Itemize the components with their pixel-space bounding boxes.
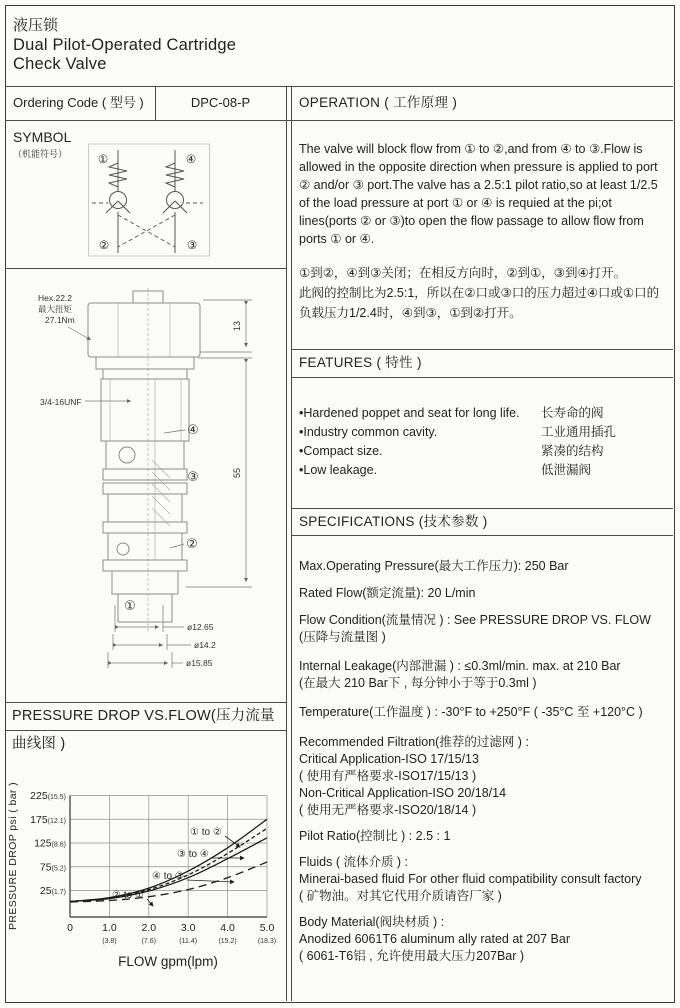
chart-tick-labels	[30, 790, 276, 945]
drawing-thread-body	[101, 379, 189, 441]
spec-internal-leakage	[299, 658, 673, 692]
feature-item	[299, 461, 671, 480]
feature-text-zh: 工业通用插孔	[541, 425, 617, 439]
spec-line: Rated Flow(额定流量): 20 L/min	[299, 586, 476, 600]
svg-text:4.0: 4.0	[220, 922, 235, 934]
dim-dia1-value: ø12.65	[187, 622, 214, 632]
specifications-list	[299, 558, 673, 965]
specifications-section-header: SPECIFICATIONS (技术参数 )	[299, 514, 488, 529]
spec-line: Internal Leakage(内部泄漏 ) : ≤0.3ml/min. max. at 210 Bar	[299, 659, 621, 673]
spec-line: Max.Operating Pressure(最大工作压力): 250 Bar	[299, 559, 569, 573]
svg-text:③ to ④: ③ to ④	[177, 849, 209, 860]
svg-text:3.0: 3.0	[180, 922, 196, 934]
divider-column-inner	[291, 86, 292, 1001]
svg-text:(3.8): (3.8)	[102, 938, 117, 945]
spec-line: Anodized 6061T6 aluminum ally rated at 207 Bar	[299, 932, 570, 946]
pressure-drop-flow-chart	[5, 731, 286, 1002]
svg-text:2.0: 2.0	[141, 922, 157, 934]
hex-note-line-2: 最大扭矩	[38, 304, 73, 314]
spec-line: Flow Condition(流量情况 ) : See PRESSURE DROP VS. FLOW	[299, 613, 651, 627]
drawing-lower-body-1	[108, 494, 182, 522]
feature-text-en: •Industry common cavity.	[299, 425, 438, 439]
symbol-poppet-right	[167, 192, 184, 209]
symbol-poppet-left	[110, 192, 127, 209]
dim-13-extension-lines	[200, 300, 252, 352]
ordering-code-label: Ordering Code ( 型号 )	[13, 95, 144, 110]
drawing-ring-4	[103, 560, 187, 571]
hex-note-line-3: 27.1Nm	[45, 315, 75, 325]
svg-text:5.0: 5.0	[259, 922, 275, 934]
drawing-mid-body	[106, 441, 184, 469]
spec-line: Temperature(工作温度 ) : -30°F to +250°F ( -35°C 至 +120°C )	[299, 705, 643, 719]
divider-column-outer	[286, 86, 287, 1001]
spec-pilot-ratio	[299, 828, 673, 845]
operation-section-header: OPERATION ( 工作原理 )	[299, 95, 458, 110]
symbol-port-3-label: ③	[186, 240, 198, 252]
spec-rated-flow	[299, 585, 673, 602]
dim-dia1-extensions	[115, 605, 163, 632]
svg-text:(7.6): (7.6)	[141, 938, 157, 945]
spec-line: ( 矿物油。对其它代用介质请咨厂家 )	[299, 889, 502, 903]
symbol-pilot-cross-lines	[118, 215, 175, 247]
drawing-ring-2	[103, 483, 187, 494]
symbol-port-1-label: ①	[97, 154, 109, 166]
thread-size-label: 3/4-16UNF	[40, 397, 82, 407]
chart-series-curves	[70, 819, 267, 902]
page-title-en-1: Dual Pilot-Operated Cartridge	[13, 36, 237, 54]
symbol-section-header: SYMBOL	[13, 129, 72, 145]
svg-text:1.0: 1.0	[102, 922, 117, 934]
spec-line: Fluids ( 流体介质 ) :	[299, 855, 409, 869]
svg-text:125(8.6): 125(8.6)	[34, 837, 66, 850]
svg-text:25(1.7): 25(1.7)	[39, 885, 66, 898]
spec-flow-condition	[299, 612, 673, 646]
spec-max-pressure	[299, 558, 673, 575]
drawing-ring-1	[103, 469, 187, 480]
svg-text:75(5.2): 75(5.2)	[39, 861, 66, 874]
chart-y-axis-label: PRESSURE DROP psi ( bar )	[7, 781, 19, 931]
spec-line: ( 6061-T6铝 , 允许使用最大压力207Bar )	[299, 949, 525, 963]
drawing-port-4-label: ④	[187, 422, 199, 437]
symbol-port-2-label: ②	[98, 240, 110, 252]
ordering-code-value: DPC-08-P	[190, 95, 251, 110]
spec-line: (在最大 210 Bar下 , 每分钟小于等于0.3ml )	[299, 676, 537, 690]
feature-text-en: •Hardened poppet and seat for long life.	[299, 406, 520, 420]
spec-line: ( 使用无严格要求-ISO20/18/14 )	[299, 803, 477, 817]
dim-dia3-value: ø15.85	[186, 658, 213, 668]
spec-line: Body Material(阀块材质 ) :	[299, 915, 445, 929]
svg-text:① to ②: ① to ②	[190, 827, 222, 838]
hydraulic-symbol-diagram	[85, 140, 215, 262]
valve-cross-section-drawing	[5, 270, 286, 700]
spec-line: Minerai-based fluid For other fluid compatibility consult factory	[299, 872, 642, 886]
feature-item	[299, 404, 671, 423]
svg-text:225(15.5): 225(15.5)	[30, 790, 66, 803]
feature-item	[299, 423, 671, 442]
drawing-port-1-label: ①	[124, 598, 136, 613]
svg-text:(11.4): (11.4)	[179, 938, 198, 945]
page-title-zh: 液压锁	[13, 17, 59, 34]
svg-text:② to ①: ② to ①	[112, 890, 144, 901]
features-section-header: FEATURES ( 特性 )	[299, 355, 422, 370]
operation-paragraph-zh-2: 此阀的控制比为2.5:1，所以在②口或③口的压力超过④口或①口的负载压力1/2.4时，④到③，①到②打开。	[299, 286, 660, 320]
drawing-lower-body-2	[108, 533, 182, 560]
dim-dia2-extensions	[113, 634, 167, 650]
spec-line: (压降与流量图 )	[299, 630, 386, 644]
spec-line: Critical Application-ISO 17/15/13	[299, 752, 479, 766]
svg-text:(18.3): (18.3)	[257, 938, 277, 945]
spec-line: Pilot Ratio(控制比 ) : 2.5 : 1	[299, 829, 451, 843]
symbol-port-4-label: ④	[185, 154, 197, 166]
drawing-port1-hole	[117, 543, 129, 555]
spec-line: ( 使用有严格要求-ISO17/15/13 )	[299, 769, 477, 783]
dim-dia2-value: ø14.2	[194, 640, 216, 650]
svg-text:0: 0	[67, 922, 73, 934]
drawing-ring-3	[103, 522, 187, 533]
dim-13-value: 13	[232, 320, 242, 332]
drawing-top-tab	[133, 291, 163, 303]
drawing-port-3-label: ③	[187, 469, 199, 484]
drawing-flange-1	[96, 357, 194, 369]
features-list	[299, 404, 671, 480]
operation-paragraph-zh-1: ①到②，④到③关闭；在相反方向时，②到①，③到④打开。	[299, 266, 627, 280]
svg-text:(15.2): (15.2)	[218, 938, 237, 945]
divider-specs-bottom	[291, 535, 673, 536]
dim-55-value: 55	[232, 467, 242, 479]
drawing-hex-facets	[118, 303, 170, 357]
drawing-port-2-label: ②	[186, 536, 198, 551]
operation-paragraph-en: The valve will block flow from ① to ②,and from ④ to ③.Flow is allowed in the opposite direction when pressure is applied to port ② and/or ③ port.The valve has a 2.5:1 pilot ratio,so at least 1/2.5 of the load pressure at port ① or ④ is requied at the pi;ot lines(ports ② or ③)to open the flow passage to allow flow from ports ① or ④.	[299, 142, 658, 246]
symbol-section-subheader: （机能符号）	[13, 149, 68, 159]
drawing-hex-head	[88, 303, 200, 357]
drawing-nose-outer	[112, 571, 178, 594]
feature-text-zh: 低泄漏阀	[541, 463, 592, 477]
spec-body-material	[299, 914, 673, 965]
spec-fluids	[299, 854, 673, 905]
drawing-port-4-leader	[164, 430, 185, 433]
hex-note-line-1: Hex.22.2	[38, 293, 73, 303]
spec-filtration	[299, 734, 673, 819]
feature-text-zh: 紧凑的结构	[541, 444, 604, 458]
feature-text-en: •Low leakage.	[299, 463, 378, 477]
divider-features-bottom	[291, 377, 673, 378]
feature-text-zh: 长寿命的阀	[541, 406, 604, 420]
chart-x-axis-label: FLOW gpm(lpm)	[118, 954, 218, 969]
feature-text-en: •Compact size.	[299, 444, 383, 458]
divider-header-bottom	[5, 120, 673, 121]
spec-line: Non-Critical Application-ISO 20/18/14	[299, 786, 507, 800]
feature-item	[299, 442, 671, 461]
spec-line: Recommended Filtration(推荐的过滤网 ) :	[299, 735, 529, 749]
dim-dia3-extensions	[108, 652, 172, 668]
page-title-en-2: Check Valve	[13, 55, 107, 73]
divider-symbol-bottom	[5, 268, 286, 269]
drawing-port4-hole	[119, 447, 135, 463]
svg-text:④ to ③: ④ to ③	[152, 871, 184, 882]
chart-section-header: PRESSURE DROP VS.FLOW(压力流量曲线图 )	[12, 708, 275, 752]
drawing-flange-2	[103, 369, 187, 379]
spec-temperature	[299, 704, 673, 721]
svg-text:175(12.1): 175(12.1)	[30, 813, 66, 826]
